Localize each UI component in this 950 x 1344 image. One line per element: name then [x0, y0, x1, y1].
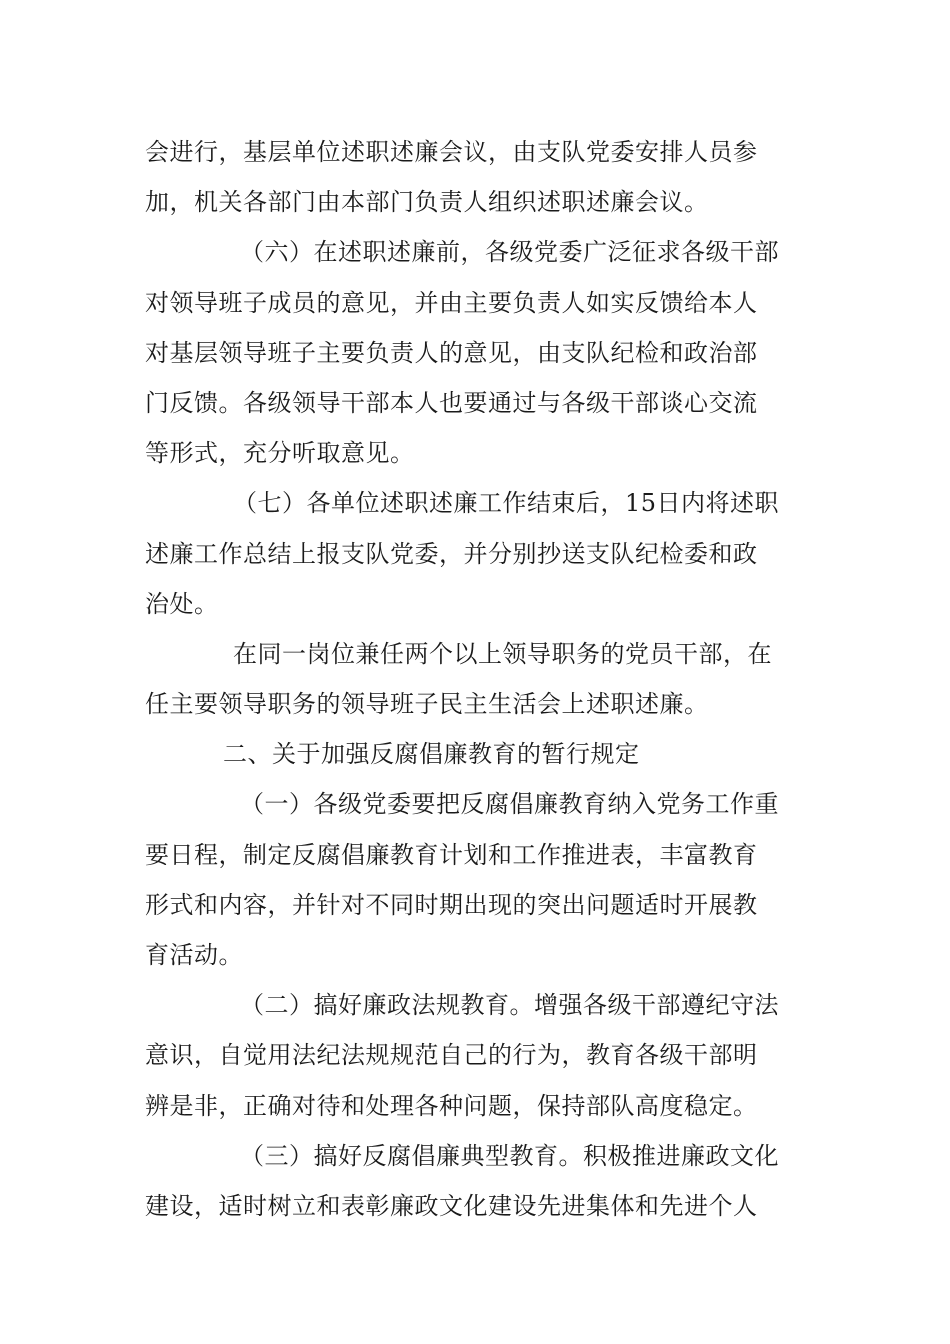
paragraph-seven-start: （七）各单位述职述廉工作结束后，15日内将述职: [233, 489, 780, 518]
text-line: 会进行，基层单位述职述廉会议，由支队党委安排人员参: [145, 138, 758, 166]
text-line: 形式和内容，并针对不同时期出现的突出问题适时开展教: [145, 890, 758, 919]
section-heading: 二、关于加强反腐倡廉教育的暂行规定: [223, 740, 640, 769]
paragraph-dual-role-start: 在同一岗位兼任两个以上领导职务的党员干部，在: [233, 639, 772, 668]
text-line: 门反馈。各级领导干部本人也要通过与各级干部谈心交流: [145, 388, 758, 417]
text-line: 要日程，制定反腐倡廉教育计划和工作推进表，丰富教育: [145, 840, 758, 869]
text-line: 辨是非，正确对待和处理各种问题，保持部队高度稳定。: [145, 1091, 758, 1120]
paragraph-one-start: （一）各级党委要把反腐倡廉教育纳入党务工作重: [240, 790, 779, 819]
paragraph-six-start: （六）在述职述廉前，各级党委广泛征求各级干部: [240, 238, 779, 267]
document-body: [145, 127, 805, 1231]
text-line: 意识，自觉用法纪法规规范自己的行为，教育各级干部明: [145, 1041, 758, 1070]
text-line: 加，机关各部门由本部门负责人组织述职述廉会议。: [145, 188, 709, 217]
text-line: 对基层领导班子主要负责人的意见，由支队纪检和政治部: [145, 338, 758, 367]
text-line: 述廉工作总结上报支队党委，并分别抄送支队纪检委和政: [145, 539, 758, 568]
text-line: 对领导班子成员的意见，并由主要负责人如实反馈给本人: [145, 288, 758, 317]
text-line: 建设，适时树立和表彰廉政文化建设先进集体和先进个人: [145, 1191, 758, 1220]
paragraph-three-start: （三）搞好反腐倡廉典型教育。积极推进廉政文化: [240, 1141, 779, 1170]
text-line: 治处。: [145, 589, 219, 618]
text-line: 等形式，充分听取意见。: [145, 439, 415, 468]
text-line: 任主要领导职务的领导班子民主生活会上述职述廉。: [145, 690, 709, 719]
text-line: 育活动。: [145, 941, 243, 969]
paragraph-two-start: （二）搞好廉政法规教育。增强各级干部遵纪守法: [240, 991, 779, 1020]
